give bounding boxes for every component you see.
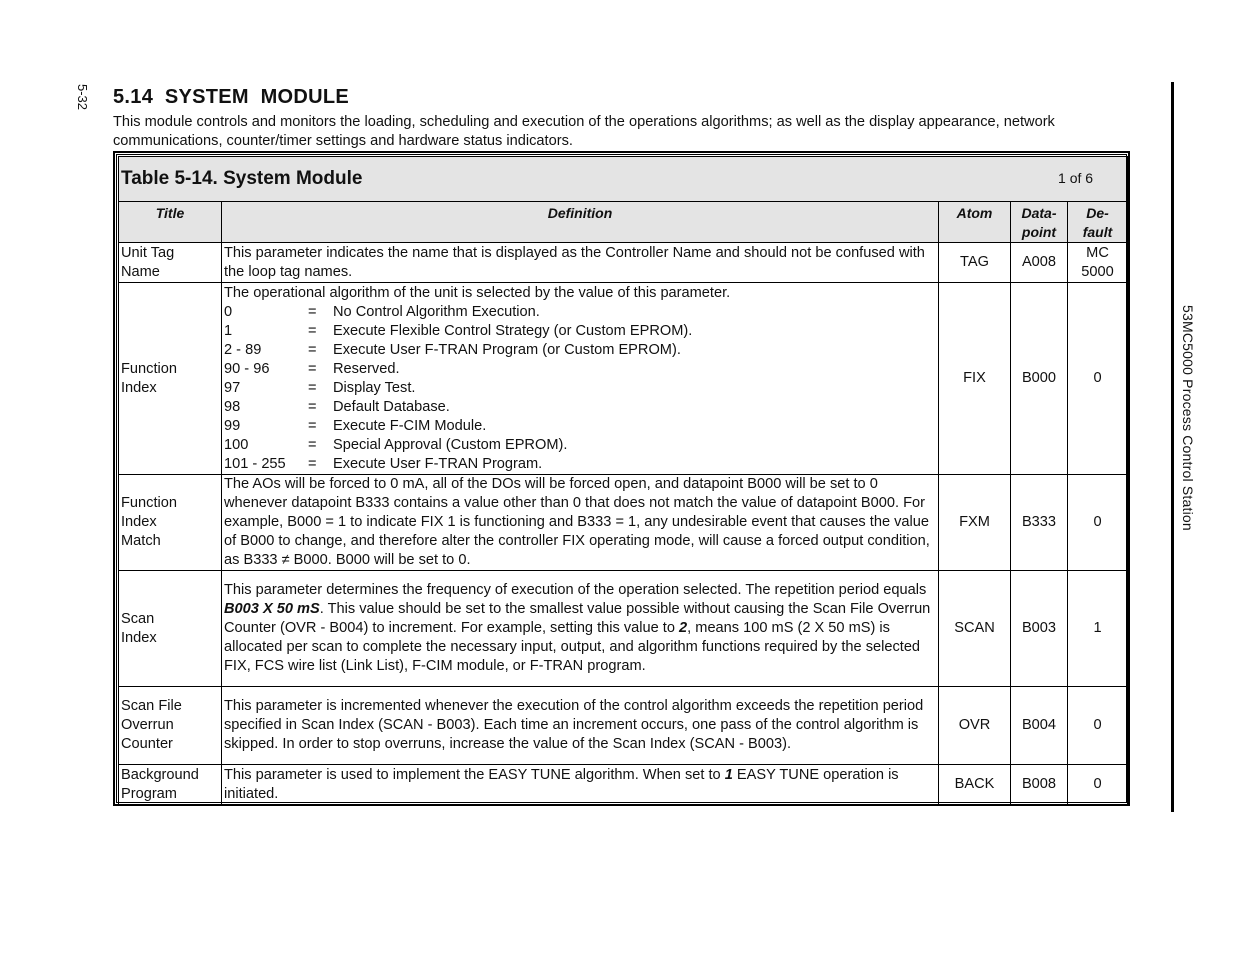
row-atom: TAG — [939, 243, 1011, 283]
option-line: 98 = Default Database. — [224, 398, 450, 415]
row-atom: OVR — [939, 687, 1011, 765]
option-line: 1 = Execute Flexible Control Strategy (or Custom EPROM). — [224, 322, 693, 339]
row-datapoint: B004 — [1011, 687, 1068, 765]
system-module-table — [113, 151, 1130, 806]
row-definition: This parameter indicates the name that is displayed as the Controller Name and should not be confused with the loop tag names. — [222, 243, 939, 283]
header-definition: Definition — [222, 202, 939, 243]
row-definition: This parameter determines the frequency of execution of the operation selected. The repetition period equals B003 X 50 mS. This value should be set to the smallest value possible without causing the Scan File Overrun Counter (OVR - B004) to increment. For example, setting this value to 2, means 100 mS (2 X 50 mS) is allocated per scan to complete the necessary input, output, and algorithm functions required by the selected FIX, FCS wire list (Link List), F-CIM module, or F-TRAN program. — [222, 571, 939, 687]
row-default: MC 5000 — [1068, 243, 1128, 283]
page-number: 5-32 — [75, 84, 90, 111]
row-default: 0 — [1068, 687, 1128, 765]
table-row — [119, 765, 1128, 805]
definition-intro: The operational algorithm of the unit is selected by the value of this parameter. — [224, 284, 731, 301]
running-title: 53MC5000 Process Control Station — [1180, 305, 1196, 531]
row-atom: FXM — [939, 475, 1011, 571]
row-datapoint: B003 — [1011, 571, 1068, 687]
row-datapoint: B000 — [1011, 283, 1068, 475]
option-line: 100 = Special Approval (Custom EPROM). — [224, 436, 568, 453]
table-page-indicator: 1 of 6 — [1058, 169, 1094, 186]
table-row — [119, 687, 1128, 765]
option-line: 99 = Execute F-CIM Module. — [224, 417, 487, 434]
table-caption: Table 5-14. System Module — [121, 167, 363, 189]
header-default: De- fault — [1068, 202, 1128, 243]
row-atom: FIX — [939, 283, 1011, 475]
table-row — [119, 571, 1128, 687]
section-heading: 5.14 SYSTEM MODULE — [113, 86, 350, 108]
row-definition: The AOs will be forced to 0 mA, all of the DOs will be forced open, and datapoint B000 will be set to 0 whenever datapoint B333 contains a value other than 0 that does not match the value of datapoint B000. For example, B000 = 1 to indicate FIX 1 is functioning and B333 = 1, any undesirable event that causes the value of B000 to change, and therefore alter the controller FIX operating mode, will cause a forced output condition, as B333 ≠ B000. B000 will be set to 0. — [222, 475, 939, 571]
row-atom: SCAN — [939, 571, 1011, 687]
option-line: 101 - 255 = Execute User F-TRAN Program. — [224, 455, 543, 472]
row-default: 1 — [1068, 571, 1128, 687]
row-atom: BACK — [939, 765, 1011, 805]
header-title: Title — [119, 202, 222, 243]
header-atom: Atom — [939, 202, 1011, 243]
option-line: 97 = Display Test. — [224, 379, 416, 396]
row-definition — [222, 283, 939, 475]
row-default: 0 — [1068, 283, 1128, 475]
table-caption-cell — [119, 157, 1128, 202]
row-title: Scan File Overrun Counter — [119, 687, 222, 765]
row-definition: This parameter is incremented whenever the execution of the control algorithm exceeds the repetition period specified in Scan Index (SCAN - B003). Each time an increment occurs, one pass of the control algorithm is skipped. In order to stop overruns, increase the value of the Scan Index (SCAN - B003). — [222, 687, 939, 765]
row-datapoint: A008 — [1011, 243, 1068, 283]
row-title: Scan Index — [119, 571, 222, 687]
option-line: 2 - 89 = Execute User F-TRAN Program (or Custom EPROM). — [224, 341, 681, 358]
table-row — [119, 475, 1128, 571]
header-datapoint: Data- point — [1011, 202, 1068, 243]
table-row — [119, 243, 1128, 283]
row-title: Function Index Match — [119, 475, 222, 571]
row-title: Function Index — [119, 283, 222, 475]
table-header-row — [119, 202, 1128, 243]
row-title: Background Program — [119, 765, 222, 805]
option-line: 0 = No Control Algorithm Execution. — [224, 303, 540, 320]
table-row — [119, 283, 1128, 475]
intro-paragraph: This module controls and monitors the loading, scheduling and execution of the operations algorithms; as well as the display appearance, network communications, counter/timer settings and hardware status indicators. — [113, 114, 1055, 149]
row-default: 0 — [1068, 765, 1128, 805]
row-title: Unit Tag Name — [119, 243, 222, 283]
row-definition: This parameter is used to implement the EASY TUNE algorithm. When set to 1 EASY TUNE operation is initiated. — [222, 765, 939, 805]
row-datapoint: B008 — [1011, 765, 1068, 805]
option-line: 90 - 96 = Reserved. — [224, 360, 400, 377]
row-datapoint: B333 — [1011, 475, 1068, 571]
row-default: 0 — [1068, 475, 1128, 571]
margin-rule — [1171, 82, 1174, 812]
